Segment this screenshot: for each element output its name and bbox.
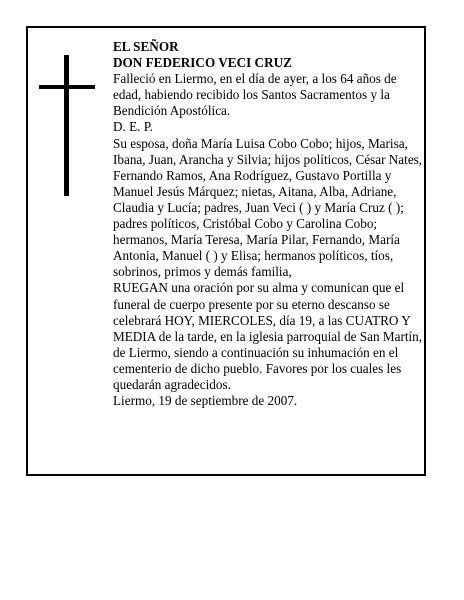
cross-icon-bar bbox=[39, 85, 95, 89]
death-announcement: Falleció en Liermo, en el día de ayer, a los 64 años de edad, habiendo recibido los Santos Sacramentos y la Bendición Apostólica. bbox=[113, 71, 397, 119]
cross-icon bbox=[64, 55, 69, 196]
family-list: Su esposa, doña María Luisa Cobo Cobo; hijos, Marisa, Ibana, Juan, Arancha y Silvia; hijos políticos, César Nates, Fernando Ramos, Ana Rodríguez, Gustavo Portilla y Manuel Jesús Márquez; nietas, Aitana, Alba, Adriane, Claudia y Lucía; padres, Juan Veci ( ) y María Cruz ( ); padres políticos, Cristóbal Cobo y Carolina Cobo; hermanos, María Teresa, María Pilar, Fernando, María Antonia, Manuel ( ) y Elisa; hermanos políticos, tíos, sobrinos, primos y demás familia, bbox=[113, 135, 423, 280]
dep-line: D. E. P. bbox=[113, 119, 153, 135]
obituary-text bbox=[113, 39, 425, 409]
funeral-request: RUEGAN una oración por su alma y comunican que el funeral de cuerpo presente por su eterno descanso se celebrará HOY, MIERCOLES, día 19, a las CUATRO Y MEDIA de la tarde, en la iglesia parroquial de San Martín, de Liermo, siendo a continuación su inhumación en el cementerio de dicho pueblo. Favores por los cuales les quedarán agradecidos. bbox=[113, 280, 423, 392]
title-line-1: EL SEÑOR bbox=[113, 39, 179, 54]
place-date: Liermo, 19 de septiembre de 2007. bbox=[113, 393, 298, 409]
deceased-name: DON FEDERICO VECI CRUZ bbox=[113, 55, 292, 71]
